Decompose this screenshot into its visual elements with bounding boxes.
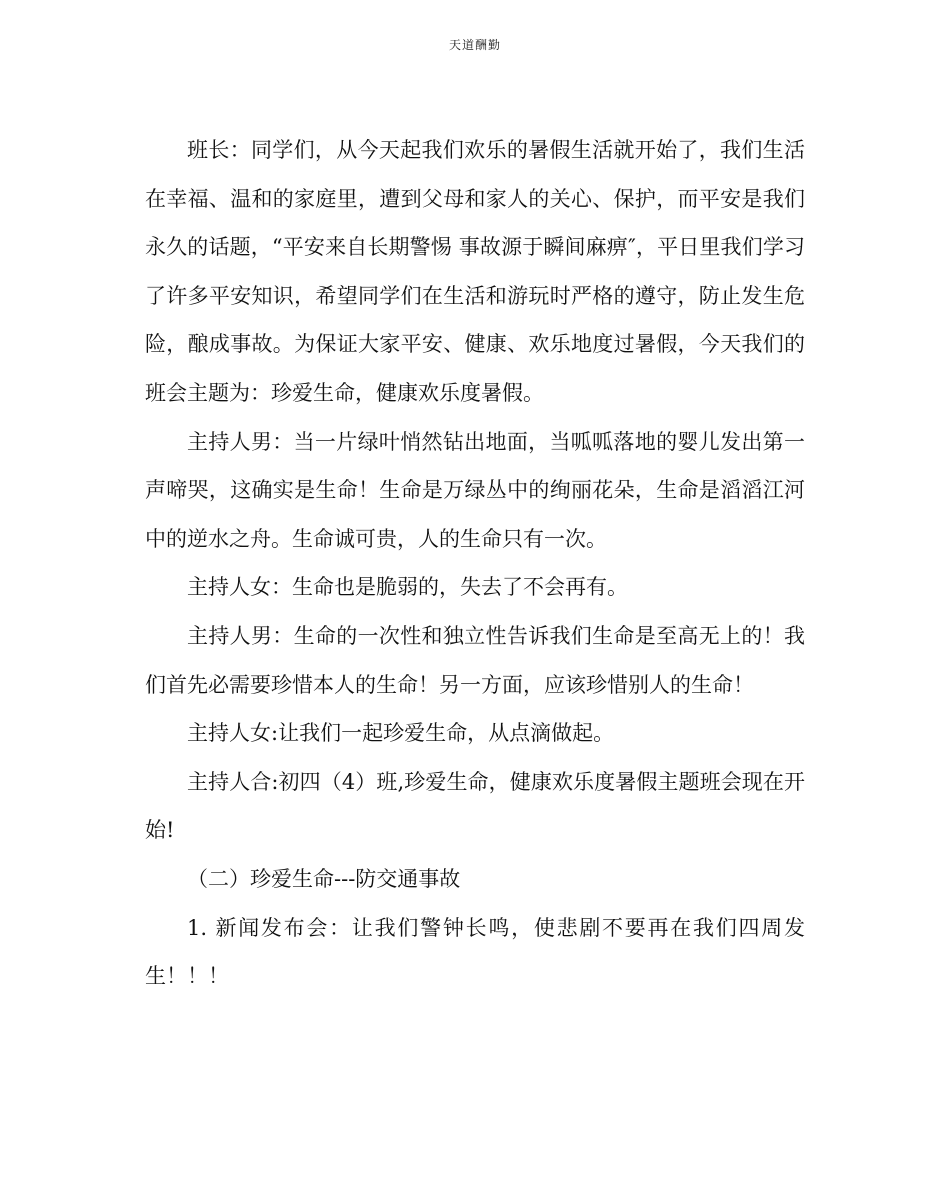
paragraph-hosts-together: 主持人合:初四（4）班,珍爱生命，健康欢乐度暑假主题班会现在开始! <box>145 769 805 843</box>
paragraph-host-female-1: 主持人女：生命也是脆弱的，失去了不会再有。 <box>187 575 628 600</box>
paragraph-host-male-2: 主持人男：生命的一次性和独立性告诉我们生命是至高无上的！我们首先必需要珍惜本人的生命！另一方面，应该珍惜别人的生命！ <box>145 623 805 697</box>
page-header: 天道酬勤 <box>448 38 501 52</box>
paragraph-news-conference: 1. 新闻发布会：让我们警钟长鸣，使悲剧不要再在我们四周发生！！！ <box>145 915 805 989</box>
section-heading-traffic: （二）珍爱生命---防交通事故 <box>187 866 461 891</box>
paragraph-host-female-2: 主持人女:让我们一起珍爱生命，从点滴做起。 <box>187 721 615 746</box>
paragraph-host-male-1: 主持人男：当一片绿叶悄然钻出地面，当呱呱落地的婴儿发出第一声啼哭，这确实是生命！生命是万绿丛中的绚丽花朵，生命是滔滔江河中的逆水之舟。生命诚可贵，人的生命只有一次。 <box>145 429 805 551</box>
document-body <box>145 126 805 1001</box>
paragraph-monitor-intro: 班长：同学们，从今天起我们欢乐的暑假生活就开始了，我们生活在幸福、温和的家庭里，遭到父母和家人的关心、保护，而平安是我们永久的话题，“平安来自长期警惕 事故源于瞬间麻痹″，平日里我们学习了许多平安知识，希望同学们在生活和游玩时严格的遵守，防止发生危险，酿成事故。为保证大家平安、健康、欢乐地度过暑假，今天我们的班会主题为：珍爱生命，健康欢乐度暑假。 <box>145 138 805 405</box>
